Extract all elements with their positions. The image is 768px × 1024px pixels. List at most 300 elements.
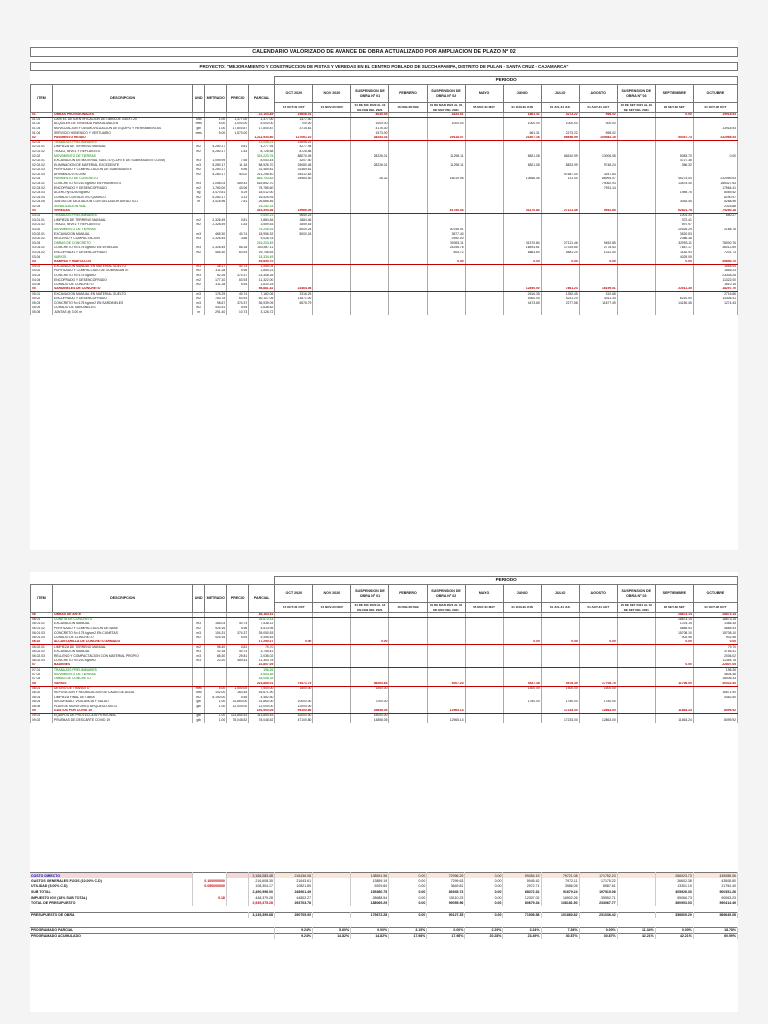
quantity: 104.31 — [205, 631, 227, 636]
period-value: 78000.76 — [693, 241, 737, 246]
summary-rate: 0.100000000 — [192, 878, 226, 884]
summary-value: 12307.02 — [503, 895, 541, 901]
period-value: 4231.20 — [541, 297, 579, 302]
item-code: 03.02 — [31, 228, 53, 233]
summary-value: 500351.26 — [693, 889, 737, 895]
period-value — [579, 310, 617, 315]
item-description: ENCOFRADO Y DESENCOFRADO — [53, 278, 193, 283]
unit-price: 11.16 — [227, 163, 249, 168]
partial-amount: 8,728.58 — [249, 150, 275, 155]
period-value: 1810.15 — [693, 283, 737, 288]
quantity: 62.26 — [205, 274, 227, 279]
period-value: 372.41 — [655, 218, 693, 223]
item-description: CONCRETO f'c=210 kg/cm2 — [53, 659, 193, 664]
summary-total: 2,166,083.48 — [248, 873, 274, 879]
period-value: 0.00 — [503, 260, 541, 265]
summary-value: 5945.42 — [503, 878, 541, 884]
item-code: 02.02.04 — [31, 173, 53, 178]
period-value: 12863.00 — [579, 709, 617, 714]
date-range-header: 01 OCT-30 OCT — [693, 103, 737, 113]
period-value: 0.00 — [655, 113, 693, 118]
period-value — [427, 310, 465, 315]
item-code: 05.01 — [31, 292, 53, 297]
month-header: SUSPENSION DE OBRA Nº 03 — [617, 585, 655, 603]
summary-value: 55066.73 — [655, 895, 693, 901]
period-value: 47100.80 — [275, 718, 313, 723]
period-value: 23308.28 — [693, 274, 737, 279]
unit: m — [193, 310, 205, 315]
unit: m2 — [193, 297, 205, 302]
month-header: AGOSTO — [579, 85, 617, 103]
item-description: JUNTAS DE DILATACION CON SELLADOR ASFALTICO — [53, 200, 193, 205]
summary-value: 0.00 — [465, 878, 503, 884]
month-header: NOV 2020 — [313, 85, 351, 103]
quantity: 783.78 — [205, 297, 227, 302]
period-value: 18019.96 — [427, 177, 465, 182]
partial-amount: 3,559.53 — [249, 223, 275, 228]
item-description: CONCRETO f'c=175 kg/cm2 — [53, 274, 193, 279]
partial-amount: 223,885.01 — [249, 682, 275, 687]
period-value: 902.96 — [693, 636, 737, 641]
quantity: 38.17 — [205, 264, 227, 269]
programado-percent: 30.87% — [541, 933, 579, 939]
partial-amount: 50,107.05 — [249, 297, 275, 302]
period-value: 10000.00 — [275, 700, 313, 705]
unit-price: 489.43 — [227, 659, 249, 664]
partial-amount: 26,686.46 — [249, 200, 275, 205]
period-value: 22807.05 — [693, 663, 737, 668]
period-value: 1000.00 — [503, 122, 541, 127]
table-row — [31, 718, 738, 723]
item-code: 02.03.01 — [31, 182, 53, 187]
unit: glb — [193, 700, 205, 705]
period-value: 1500.00 — [541, 686, 579, 691]
item-code: 06.01.02 — [31, 627, 53, 632]
summary-value: 159380.75 — [351, 889, 389, 895]
period-value: 1500.00 — [503, 686, 541, 691]
partial-amount: 17,290.27 — [249, 640, 275, 645]
period-value: 14858.05 — [351, 718, 389, 723]
item-description: LIMPIEZA DE TERRENO MANUAL — [53, 145, 193, 150]
item-description: LIMPIEZA DE TERRENO MANUAL — [53, 218, 193, 223]
period-value: 3520.53 — [655, 232, 693, 237]
unit: m2 — [193, 627, 205, 632]
period-value — [351, 310, 389, 315]
period-value: 3678.39 — [541, 682, 579, 687]
partial-amount: 1,855.23 — [249, 269, 275, 274]
period-value: 1182.93 — [655, 251, 693, 256]
report-title: CALENDARIO VALORIZADO DE AVANCE DE OBRA ACTUALIZADO POR AMPLIACION DE PLAZO Nº 02 — [30, 47, 738, 57]
budget-value: 101860.82 — [541, 912, 579, 918]
summary-value: 43508.80 — [693, 878, 737, 884]
period-value: 3434.51 — [427, 113, 465, 118]
partial-amount: 39,850.70 — [249, 260, 275, 265]
unit-price: 66.18 — [227, 246, 249, 251]
partial-amount: 7,538.12 — [249, 622, 275, 627]
item-description: PERFILADO Y COMPACTADO DE SUBRASANTE — [53, 269, 193, 274]
item-code: 02.03.02 — [31, 186, 53, 191]
programado-percent: 14.82% — [313, 933, 351, 939]
partial-amount: 16,671.90 — [249, 691, 275, 696]
summary-value: 7299.63 — [427, 878, 465, 884]
item-code: 05.04 — [31, 306, 53, 311]
table-row — [31, 310, 738, 315]
period-value: 39850.70 — [693, 260, 737, 265]
quantity: 1.00 — [205, 700, 227, 705]
date-range-header: 16 FEB-28 FEB — [389, 603, 427, 613]
period-value: 19918.93 — [693, 113, 737, 118]
unit: m3 — [193, 274, 205, 279]
period-value: 66510.99 — [541, 154, 579, 159]
partial-amount: 516,852.70 — [249, 182, 275, 187]
partial-amount: 315,223.76 — [249, 154, 275, 159]
budget-value: 175672.28 — [351, 912, 389, 918]
item-code: 06.02.04 — [31, 659, 53, 664]
partial-amount: 1,555.04 — [249, 264, 275, 269]
period-value: 3559.53 — [275, 223, 313, 228]
period-value: 11663.24 — [655, 709, 693, 714]
period-value: 30322.40 — [693, 682, 737, 687]
programado-label: PROGRAMADO ACUMULADO — [30, 933, 274, 939]
month-header: SEPTIEMBRE — [655, 585, 693, 603]
date-range-header: 01 AGT-31 AGT — [579, 103, 617, 113]
period-value: 3755.41 — [693, 650, 737, 655]
period-value: 99100.80 — [275, 709, 313, 714]
unit: m3 — [193, 622, 205, 627]
quantity: 177.10 — [205, 278, 227, 283]
partial-amount: 883,704.83 — [249, 177, 275, 182]
summary-value: 28688.54 — [351, 895, 389, 901]
date-range-header: 01 OCT-30 OCT — [693, 603, 737, 613]
summary-value: 26602.38 — [655, 878, 693, 884]
period-value: 28226.01 — [351, 163, 389, 168]
programado-percent: 14.82% — [351, 933, 389, 939]
period-value: 28873.14 — [655, 613, 693, 618]
item-description: TRABAJOS PRELIMINARES — [53, 668, 193, 673]
period-value: 79371.75 — [275, 682, 313, 687]
sheet-page-1 — [30, 40, 738, 550]
item-code: 07 — [31, 663, 53, 668]
period-value: 9650.23 — [275, 214, 313, 219]
month-header: OCT 2020 — [275, 85, 313, 103]
item-code: 04.02 — [31, 269, 53, 274]
unit-price: 3.88 — [227, 237, 249, 242]
quantity: 2,326.49 — [205, 246, 227, 251]
item-code: 03.01.01 — [31, 218, 53, 223]
item-code: 09.01 — [31, 714, 53, 719]
unit-price: 17,800.87 — [227, 127, 249, 132]
date-range-header: 01 NOV-30 NOV — [313, 603, 351, 613]
item-description: VARIOS — [53, 255, 193, 260]
period-value: 66698.99 — [541, 136, 579, 141]
month-header: AGOSTO — [579, 585, 617, 603]
item-code: 08.01 — [31, 686, 53, 691]
item-description: LIMPIEZA DE TERRENO MANUAL — [53, 645, 193, 650]
summary-value: 0.00 — [465, 873, 503, 879]
budget-summary-table — [30, 872, 738, 939]
period-value: 3715.81 — [275, 127, 313, 132]
month-header: JUNIO — [503, 85, 541, 103]
column-header: UND — [193, 585, 205, 613]
period-value: 8000.24 — [275, 232, 313, 237]
period-value: 15000.00 — [351, 714, 389, 719]
budget-value: 0.00 — [389, 912, 427, 918]
unit-price: 5.94 — [227, 283, 249, 288]
period-value — [693, 310, 737, 315]
item-description: CONCRETO f'c=175 kg/cm2 EN CUNETAS — [53, 631, 193, 636]
programado-percent: 42.21% — [617, 933, 655, 939]
partial-amount: 11,354.78 — [249, 659, 275, 664]
item-description: EXCAVACION DE MATERIAL SUELTO (CORTE DE SUBRASANTE 0.20M) — [53, 159, 193, 164]
month-header: SUSPENSION DE OBRA Nº 01 — [351, 85, 389, 103]
period-value: 21507.16 — [503, 136, 541, 141]
partial-amount: 2,036.02 — [249, 654, 275, 659]
item-code: 06.01.03 — [31, 631, 53, 636]
summary-total: 2,490,996.00 — [248, 889, 274, 895]
unit: m3 — [193, 631, 205, 636]
unit-price: 5.94 — [227, 306, 249, 311]
period-value: 3273.22 — [541, 113, 579, 118]
quantity: 1,059.99 — [205, 159, 227, 164]
unit-price: 0.81 — [227, 145, 249, 150]
unit: m3 — [193, 246, 205, 251]
date-range-header: 05 MAY-31 MAY — [465, 603, 503, 613]
period-value: 1884.46 — [275, 218, 313, 223]
period-value: 11322.00 — [693, 278, 737, 283]
unit: kg — [193, 191, 205, 196]
unit: m3 — [193, 301, 205, 306]
period-value: 28254.33 — [351, 136, 389, 141]
summary-label: UTILIDAD (5.00% C.D) — [30, 884, 192, 890]
quantity: 311.28 — [205, 269, 227, 274]
period-value: 30758.91 — [427, 228, 465, 233]
month-header: SUSPENSION DE OBRA Nº 02 — [427, 85, 465, 103]
summary-label: GASTOS GENERALES FIJOS (10.00% C.D) — [30, 878, 192, 884]
period-value: 4727.38 — [655, 159, 693, 164]
summary-value: 16502.26 — [541, 895, 579, 901]
summary-value: 21643.61 — [274, 878, 312, 884]
partial-amount: 9,026.78 — [249, 237, 275, 242]
item-code: 06.02.03 — [31, 654, 53, 659]
period-value: 232989.53 — [693, 177, 737, 182]
programado-label: PROGRAMADO PARCIAL — [30, 928, 274, 934]
item-code: 03.01 — [31, 214, 53, 219]
unit: m3 — [193, 659, 205, 664]
item-description: MOVIMIENTO DE TIERRAS — [53, 228, 193, 233]
item-code: 01.02 — [31, 122, 53, 127]
summary-value: 293703.76 — [274, 900, 312, 906]
month-header: SEPTIEMBRE — [655, 85, 693, 103]
summary-value: 188069.29 — [351, 900, 389, 906]
period-value: 7200.00 — [351, 700, 389, 705]
period-value: 2325.88 — [693, 205, 737, 210]
partial-amount: 17,800.87 — [249, 127, 275, 132]
partial-amount: 4,482.50 — [249, 696, 275, 701]
period-value: 8821.08 — [503, 163, 541, 168]
partial-amount: 8,003.44 — [249, 159, 275, 164]
period-value: 8099.92 — [693, 709, 737, 714]
period-value: 11877.49 — [579, 301, 617, 306]
period-value: 661.31 — [503, 131, 541, 136]
period-value: 17233.00 — [541, 718, 579, 723]
quantity: 465.30 — [205, 232, 227, 237]
summary-total: 448,379.28 — [248, 895, 274, 901]
unit-price: 40.02 — [227, 173, 249, 178]
date-range-header: 15 OCT-31 OCT — [275, 103, 313, 113]
period-value: 8823.99 — [541, 163, 579, 168]
item-code: 06.01.01 — [31, 622, 53, 627]
period-value: 4029.09 — [655, 255, 693, 260]
item-description: GASTOS POR COVID 19 — [53, 709, 193, 714]
quantity: 1.00 — [205, 117, 227, 122]
unit-price: 5.96 — [227, 168, 249, 173]
programado-percent: 7.36% — [541, 928, 579, 934]
quantity: 68.30 — [205, 654, 227, 659]
item-code: 06.01 — [31, 617, 53, 622]
item-code: 02 — [31, 136, 53, 141]
unit: m3 — [193, 182, 205, 187]
programado-percent: 9.24% — [274, 928, 312, 934]
period-value: 12490.00 — [503, 287, 541, 292]
item-description: CURADO CON ADITIVO QUIMICO — [53, 196, 193, 201]
unit: m2 — [193, 645, 205, 650]
date-range-header: 01 DE MAR 2021 AL 04 DE MAY DEL 2021 — [427, 603, 465, 613]
partial-amount: 75,206.25 — [249, 228, 275, 233]
item-code: 04.01 — [31, 264, 53, 269]
unit: m3 — [193, 654, 205, 659]
item-code: 02.01.02 — [31, 150, 53, 155]
unit-price: 12,000.00 — [227, 705, 249, 710]
partial-amount: 36,939.09 — [249, 301, 275, 306]
period-value: 7861.23 — [541, 287, 579, 292]
quantity: 311.28 — [205, 283, 227, 288]
item-code: 01.04 — [31, 131, 53, 136]
item-description: PAVIMENTO DE CONCRETO — [53, 177, 193, 182]
period-value: 2616.35 — [503, 292, 541, 297]
period-value: 11298.11 — [427, 163, 465, 168]
quantity: 5,280.17 — [205, 173, 227, 178]
unit: m2 — [193, 283, 205, 288]
unit-price: 5.19 — [227, 191, 249, 196]
period-value: 50357.74 — [655, 136, 693, 141]
unit: m2 — [193, 168, 205, 173]
quantity: 443.91 — [205, 306, 227, 311]
period-value: 28312.83 — [275, 173, 313, 178]
partial-amount: 2,636.82 — [249, 306, 275, 311]
summary-value: 590414.49 — [693, 900, 737, 906]
period-value: 0.00 — [655, 640, 693, 645]
period-value: 5300.00 — [503, 297, 541, 302]
period-value: 6210.90 — [655, 297, 693, 302]
summary-value: 79721.08 — [541, 873, 579, 879]
item-description: PLAN DE MONITOREO ARQUEOLOGICO — [53, 705, 193, 710]
period-value: 4277.94 — [275, 145, 313, 150]
summary-value: 10821.80 — [274, 884, 312, 890]
period-value: 8089.52 — [693, 191, 737, 196]
unit-price: 63.93 — [227, 297, 249, 302]
period-value: 1555.04 — [693, 264, 737, 269]
date-range-header: 20 SET-30 SET — [655, 603, 693, 613]
summary-value: 266023.73 — [655, 873, 693, 879]
quantity: 925.16 — [205, 636, 227, 641]
partial-amount: 39,050.53 — [249, 631, 275, 636]
quantity: 98.40 — [205, 645, 227, 650]
period-value: 52000.00 — [275, 714, 313, 719]
item-description: JUNTAS @ 3.00 m — [53, 310, 193, 315]
summary-rate: 0.18 — [192, 895, 226, 901]
item-description: CURADO DE SARDINELES — [53, 306, 193, 311]
summary-value: 0.00 — [389, 889, 427, 895]
schedule-table-2 — [30, 576, 738, 723]
summary-value: 3649.81 — [427, 884, 465, 890]
unit-price: 3.13 — [227, 196, 249, 201]
period-value: 31370.84 — [503, 241, 541, 246]
item-description: ACERO fy=4200 kg/cm2 — [53, 191, 193, 196]
period-value: 3257.84 — [579, 173, 617, 178]
period-value: 28.32 — [351, 177, 389, 182]
quantity: 291.40 — [205, 310, 227, 315]
partial-amount: 1,884.46 — [249, 218, 275, 223]
programado-row — [30, 933, 738, 939]
period-value: 14150.45 — [655, 301, 693, 306]
item-code: 05.03 — [31, 301, 53, 306]
summary-value: 80679.34 — [503, 900, 541, 906]
partial-amount: 191,903.05 — [249, 709, 275, 714]
partial-amount: 7,182.06 — [249, 292, 275, 297]
period-value: 1377.00 — [275, 117, 313, 122]
period-value: 0.00 — [655, 663, 693, 668]
budget-value: 0.00 — [465, 912, 503, 918]
unit-price: 0.81 — [227, 645, 249, 650]
programado-percent: 17.98% — [427, 933, 465, 939]
unit: m2 — [193, 251, 205, 256]
item-code: 03.03.01 — [31, 246, 53, 251]
partial-amount: 18,956.32 — [249, 232, 275, 237]
item-description: OBRAS DE CONCRETO — [53, 241, 193, 246]
partial-amount: 23,308.28 — [249, 274, 275, 279]
period-value: 2316.29 — [275, 292, 313, 297]
unit: m2 — [193, 186, 205, 191]
month-header: NOV 2020 — [313, 585, 351, 603]
period-value: 4007.25 — [427, 682, 465, 687]
item-code: 02.03.05 — [31, 200, 53, 205]
unit: mes — [193, 122, 205, 127]
item-code: 02.02.02 — [31, 163, 53, 168]
period-value: 4473.65 — [503, 301, 541, 306]
item-description: CURADO DE CONCRETO — [53, 283, 193, 288]
unit-price: 5.96 — [227, 627, 249, 632]
period-value: 998.02 — [579, 113, 617, 118]
summary-value: 72996.29 — [427, 873, 465, 879]
period-value — [465, 310, 503, 315]
programado-percent: 42.21% — [655, 933, 693, 939]
period-value: 2036.02 — [693, 654, 737, 659]
item-code: 05 — [31, 287, 53, 292]
summary-value: 21754.40 — [693, 884, 737, 890]
period-value: 36012.69 — [693, 246, 737, 251]
summary-value: 91679.24 — [541, 889, 579, 895]
date-range-header: 01 JUL-31 JUL — [541, 603, 579, 613]
quantity: 5.00 — [205, 122, 227, 127]
summary-value: 216436.08 — [274, 873, 312, 879]
partial-amount: 5,495.45 — [249, 636, 275, 641]
date-range-header: 01 NOV-30 NOV — [313, 103, 351, 113]
period-value: 1000.00 — [427, 122, 465, 127]
partial-amount: 9,650.23 — [249, 214, 275, 219]
month-header: FEBRERO — [389, 85, 427, 103]
partial-amount: 5,513.95 — [249, 627, 275, 632]
unit: glb — [193, 127, 205, 132]
